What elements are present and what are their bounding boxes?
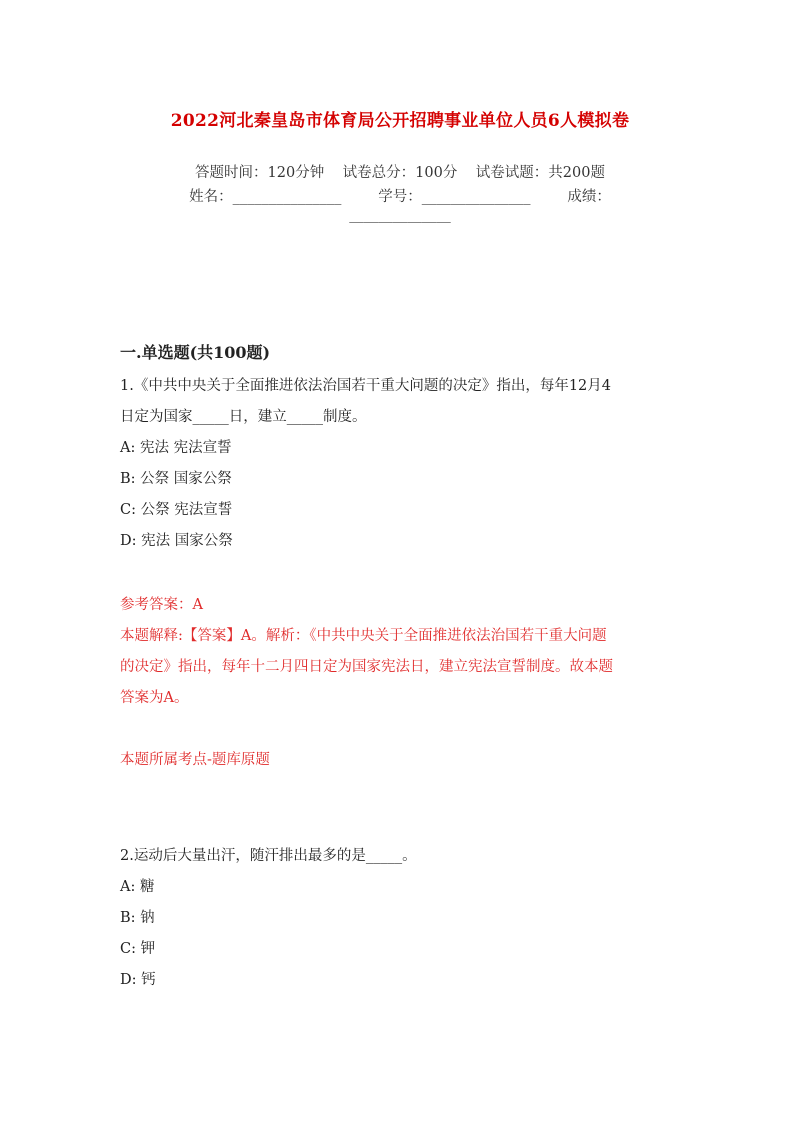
option-b: B: 公祭 国家公祭: [120, 471, 232, 487]
option-b: B: 钠: [120, 910, 155, 926]
student-info-fields: 姓名：_______________ 学号：_______________ 成绩：: [189, 189, 611, 205]
option-d: D: 钙: [120, 972, 156, 988]
question-stem: 日定为国家_____日，建立_____制度。: [120, 409, 367, 425]
explanation-line: 答案为A。: [120, 690, 189, 706]
score-blank: ______________: [349, 207, 451, 223]
explanation-line: 本题解释:【答案】A。解析：《中共中央关于全面推进依法治国若干重大问题: [120, 628, 607, 644]
page-title: 2022河北秦皇岛市体育局公开招聘事业单位人员6人模拟卷: [170, 111, 630, 131]
option-c: C: 钾: [120, 941, 156, 957]
question-stem: 2.运动后大量出汗，随汗排出最多的是_____。: [120, 848, 417, 864]
question-1: [120, 371, 680, 557]
exam-meta-info: 答题时间：120分钟 试卷总分：100分 试卷试题：共200题: [195, 165, 605, 181]
option-d: D: 宪法 国家公祭: [120, 533, 233, 549]
answer-explanation: [120, 621, 680, 714]
option-a: A: 糖: [120, 879, 155, 895]
reference-answer: 参考答案：A: [120, 597, 203, 613]
explanation-line: 的决定》指出，每年十二月四日定为国家宪法日，建立宪法宣誓制度。故本题: [120, 659, 613, 675]
question-stem: 1.《中共中央关于全面推进依法治国若干重大问题的决定》指出，每年12月4: [120, 378, 612, 394]
knowledge-point: 本题所属考点-题库原题: [120, 752, 270, 768]
question-2: [120, 841, 680, 996]
section-title: 一.单选题(共100题): [120, 343, 271, 362]
option-a: A: 宪法 宪法宣誓: [120, 440, 232, 456]
option-c: C: 公祭 宪法宣誓: [120, 502, 233, 518]
